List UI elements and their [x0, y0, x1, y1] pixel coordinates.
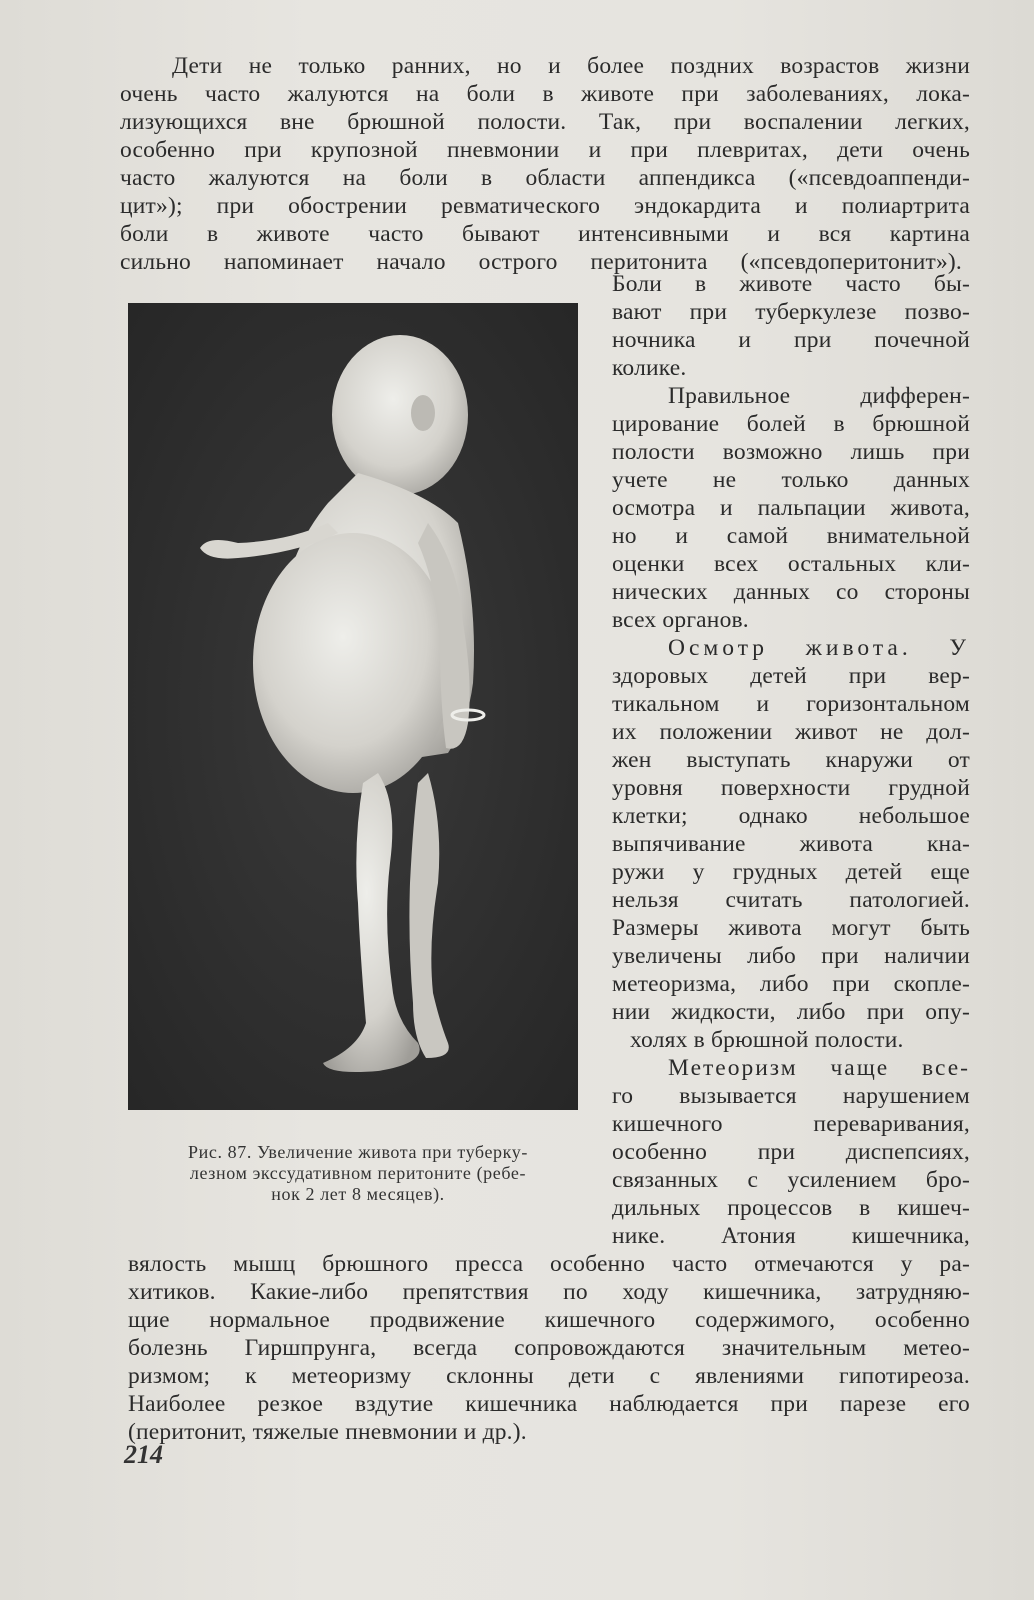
child-photo-illustration — [128, 303, 578, 1110]
caption-line: нок 2 лет 8 месяцев). — [271, 1184, 445, 1204]
section-heading-inspection: Осмотр живота. У — [668, 635, 970, 661]
text-line: здоровых детей при вер- — [612, 663, 970, 689]
text-line: вялость мышц брюшного пресса особенно часто отмечаются у ра- — [128, 1251, 970, 1277]
text-line: оценки всех остальных кли- — [612, 551, 970, 577]
text-line: хитиков. Какие-либо препятствия по ходу кишечника, затрудняю- — [128, 1279, 970, 1305]
caption-line: Рис. 87. Увеличение живота при туберку- — [188, 1142, 528, 1162]
text-line: дильных процессов в кишеч- — [612, 1195, 970, 1221]
text-line: ружи у грудных детей еще — [612, 859, 970, 885]
text-line: Боли в животе часто бы- — [612, 271, 970, 297]
text-line: Дети не только ранних, но и более поздних возрастов жизни — [172, 53, 970, 79]
text-line: боли в животе часто бывают интенсивными и вся картина — [120, 221, 970, 247]
text-line: го вызывается нарушением — [612, 1083, 970, 1109]
text-line: щие нормальное продвижение кишечного содержимого, особенно — [128, 1307, 970, 1333]
text-line: болезнь Гиршпрунга, всегда сопровождаются значительным метео- — [128, 1335, 970, 1361]
text-line: нельзя считать патологией. — [612, 887, 970, 913]
text-line: вают при туберкулезе позво- — [612, 299, 970, 325]
text-line: но и самой внимательной — [612, 523, 970, 549]
text-line: жен выступать кнаружи от — [612, 747, 970, 773]
figure-caption — [128, 1142, 588, 1205]
text-line: метеоризма, либо при скопле- — [612, 971, 970, 997]
text-line: холях в брюшной полости. — [630, 1027, 904, 1053]
text-line: Наиболее резкое вздутие кишечника наблюдается при парезе его — [128, 1391, 970, 1417]
text-line: нике. Атония кишечника, — [612, 1223, 970, 1249]
text-line: связанных с усилением бро- — [612, 1167, 970, 1193]
text-line: увеличены либо при наличии — [612, 943, 970, 969]
text-line: всех органов. — [612, 607, 749, 633]
text-line: тикальном и горизонтальном — [612, 691, 970, 717]
text-line: ризмом; к метеоризму склонны дети с явлениями гипотиреоза. — [128, 1363, 970, 1389]
caption-line: лезном экссудативном перитоните (ребе- — [189, 1163, 527, 1183]
text-line: полости возможно лишь при — [612, 439, 970, 465]
text-line: очень часто жалуются на боли в животе при заболеваниях, лока- — [120, 81, 970, 107]
text-line: Размеры живота могут быть — [612, 915, 970, 941]
text-line: (перитонит, тяжелые пневмонии и др.). — [128, 1419, 527, 1445]
text-line: уровня поверхности грудной — [612, 775, 970, 801]
text-line: часто жалуются на боли в области аппендикса («псевдоаппенди- — [120, 165, 970, 191]
text-line: клетки; однако небольшое — [612, 803, 970, 829]
text-line: цит»); при обострении ревматического эндокардита и полиартрита — [120, 193, 970, 219]
text-line: сильно напоминает начало острого перитонита («псевдоперитонит»). — [120, 249, 962, 275]
text-line: нии жидкости, либо при опу- — [612, 999, 970, 1025]
page-number: 214 — [124, 1440, 163, 1469]
text-line: осмотра и пальпации живота, — [612, 495, 970, 521]
text-line: кишечного переваривания, — [612, 1111, 970, 1137]
figure-photo — [128, 303, 578, 1110]
text-line: нических данных со стороны — [612, 579, 970, 605]
text-line: их положении живот не дол- — [612, 719, 970, 745]
text-line: учете не только данных — [612, 467, 970, 493]
text-line: Правильное дифферен- — [668, 383, 970, 409]
text-line: колике. — [612, 355, 687, 381]
text-line: лизующихся вне брюшной полости. Так, при воспалении легких, — [120, 109, 970, 135]
text-line: ночника и при почечной — [612, 327, 970, 353]
text-line: цирование болей в брюшной — [612, 411, 970, 437]
text-line: выпячивание живота кна- — [612, 831, 970, 857]
text-line: особенно при крупозной пневмонии и при плевритах, дети очень — [120, 137, 970, 163]
text-line: особенно при диспепсиях, — [612, 1139, 970, 1165]
section-heading-meteorism: Метеоризм чаще все- — [668, 1055, 970, 1081]
